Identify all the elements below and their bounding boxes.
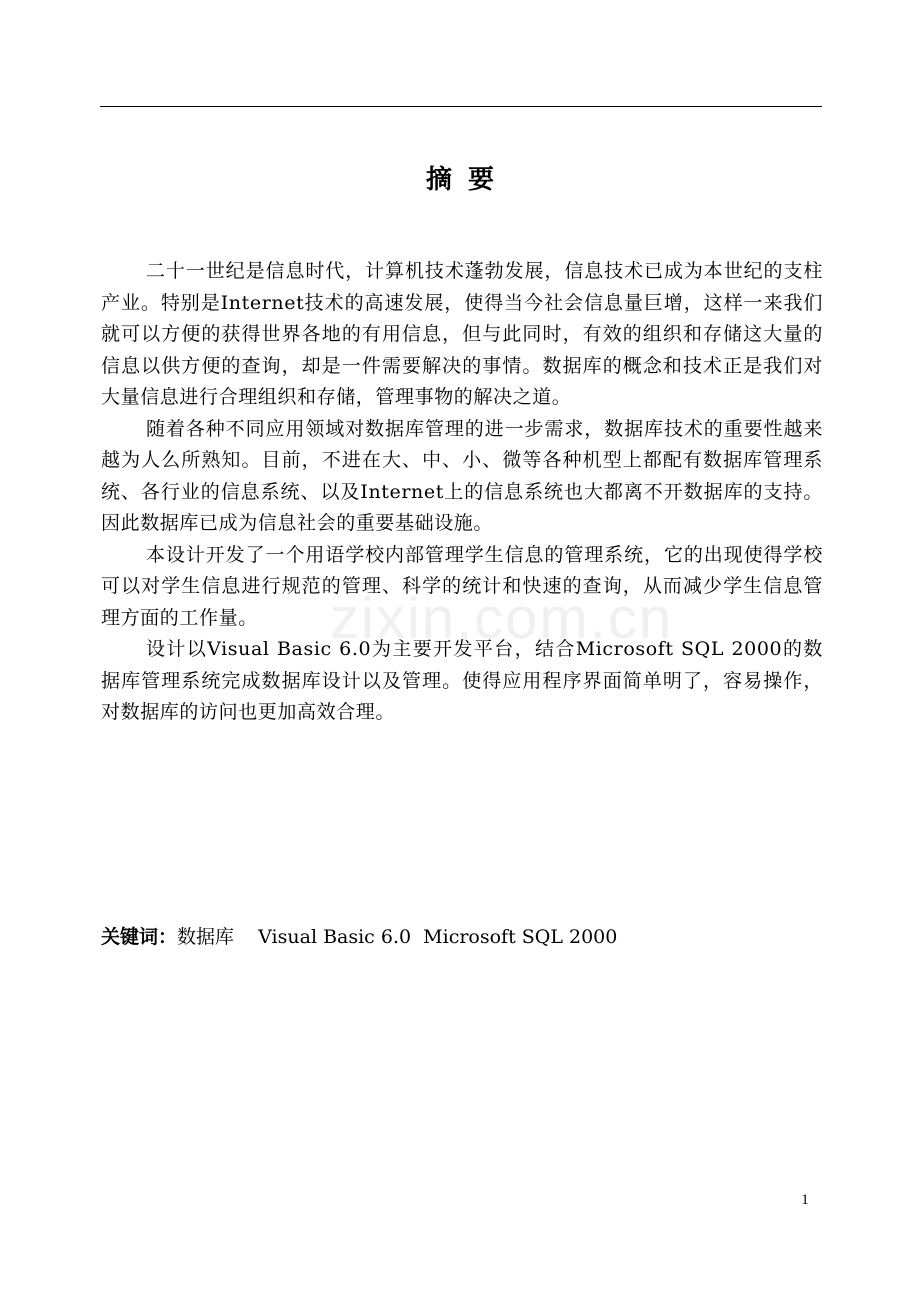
watermark: zixin.com.cn — [330, 586, 674, 651]
keywords-line — [101, 922, 823, 953]
keywords-label: 关键词： — [101, 926, 178, 948]
page-title: 摘要 — [425, 165, 510, 195]
keywords-value: 数据库 Visual Basic 6.0 Microsoft SQL 2000 — [177, 926, 618, 948]
page-number: 1 — [801, 1192, 809, 1208]
abstract-body — [101, 256, 823, 729]
abstract-paragraph-4: 设计以Visual Basic 6.0为主要开发平台，结合Microsoft SQL 2000的数据库管理系统完成数据库设计以及管理。使得应用程序界面简单明了，容易操作，对数据库的访问也更加高效合理。 — [101, 638, 823, 723]
abstract-paragraph-3: 本设计开发了一个用语学校内部管理学生信息的管理系统，它的出现使得学校可以对学生信息进行规范的管理、科学的统计和快速的查询，从而减少学生信息管理方面的工作量。 — [101, 543, 823, 629]
abstract-paragraph-2: 随着各种不同应用领域对数据库管理的进一步需求，数据库技术的重要性越来越为人么所熟知。目前，不进在大、中、小、微等各种机型上都配有数据库管理系统、各行业的信息系统、以及Internet上的信息系统也大都离不开数据库的支持。因此数据库已成为信息社会的重要基础设施。 — [101, 417, 823, 534]
header-rule — [100, 106, 822, 107]
abstract-paragraph-1: 二十一世纪是信息时代，计算机技术蓬勃发展，信息技术已成为本世纪的支柱产业。特别是Internet技术的高速发展，使得当今社会信息量巨增，这样一来我们就可以方便的获得世界各地的有用信息，但与此同时，有效的组织和存储这大量的信息以供方便的查询，却是一件需要解决的事情。数据库的概念和技术正是我们对大量信息进行合理组织和存储，管理事物的解决之道。 — [101, 260, 823, 408]
